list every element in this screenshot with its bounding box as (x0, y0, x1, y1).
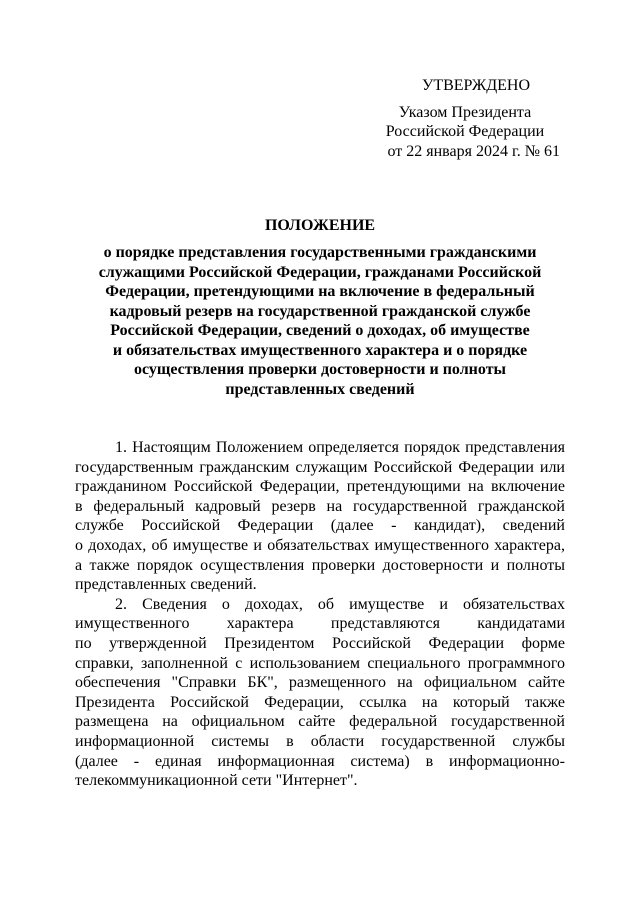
paragraph-line: а также порядок осуществления проверки достоверности и полноты (75, 556, 565, 574)
paragraph-line: по утвержденной Президентом Российской Федерации форме (75, 634, 565, 652)
approval-federation-line: Российской Федерации (385, 123, 545, 140)
paragraph-line: (далее - единая информационная система) в информационно- (75, 752, 565, 770)
subtitle-line: Федерации, претендующими на включение в федеральный (105, 283, 535, 300)
paragraph-line: 1. Настоящим Положением определяется порядок представления (115, 439, 565, 456)
subtitle-line: служащими Российской Федерации, гражданами Российской (98, 263, 542, 281)
approval-block (340, 76, 560, 161)
document-subtitle (75, 243, 565, 399)
subtitle-line: Российской Федерации, сведений о доходах, об имуществе (110, 322, 530, 339)
approval-decree-line: Указом Президента (398, 103, 532, 121)
paragraph-line: службе Российской Федерации (далее - кандидат), сведений (75, 517, 565, 535)
subtitle-line: представленных сведений (225, 380, 415, 398)
paragraph-line: представленных сведений. (75, 576, 257, 594)
paragraph-line: Президента Российской Федерации, ссылка на который также (75, 693, 565, 711)
subtitle-line: кадровый резерв на государственной гражданской службе (109, 302, 531, 320)
document-body (75, 438, 565, 791)
paragraph-line: 2. Сведения о доходах, об имуществе и обязательствах (115, 595, 565, 613)
subtitle-line: о порядке представления государственными гражданскими (103, 244, 537, 261)
paragraph-line: телекоммуникационной сети "Интернет". (75, 772, 358, 790)
subtitle-line: осуществления проверки достоверности и полноты (133, 361, 507, 378)
paragraph-line: справки, заполненной с использованием специального программного (75, 654, 565, 672)
paragraph-line: имущественного характера представляются кандидатами (75, 615, 565, 633)
approval-stamp-word: УТВЕРЖДЕНО (421, 77, 530, 94)
paragraph-line: размещена на официальном сайте федеральной государственной (75, 713, 565, 731)
paragraph-line: государственным гражданским служащим Российской Федерации или (75, 458, 565, 476)
paragraph-1 (75, 438, 565, 595)
paragraph-line: о доходах, об имуществе и обязательствах имущественного характера, (75, 536, 565, 554)
paragraph-line: гражданином Российской Федерации, претендующими на включение (75, 478, 565, 496)
document-title: ПОЛОЖЕНИЕ (264, 217, 376, 234)
approval-date-line: от 22 января 2024 г. № 61 (387, 142, 560, 160)
paragraph-line: обеспечения "Справки БК", размещенного на официальном сайте (75, 674, 565, 692)
paragraph-line: информационной системы в области государственной службы (75, 732, 565, 750)
subtitle-line: и обязательствах имущественного характера и о порядке (112, 341, 528, 359)
paragraph-line: в федеральный кадровый резерв на государственной гражданской (75, 497, 565, 515)
paragraph-2 (75, 595, 565, 791)
